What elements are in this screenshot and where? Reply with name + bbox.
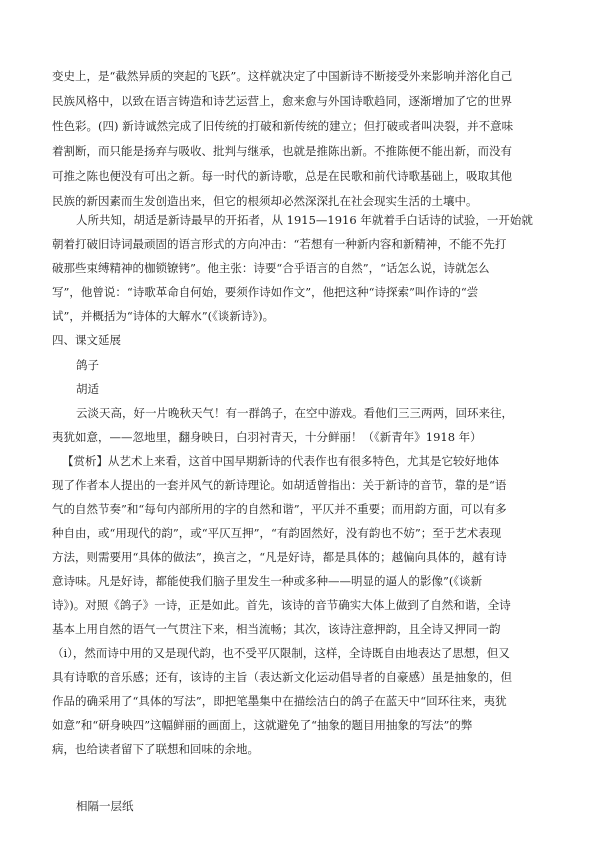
paragraph-line: 破那些束缚精神的枷锁镣铐”。他主张：诗要“合乎语言的自然”，“话怎么说，诗就怎么 [52,261,490,275]
analysis-line: 气的自然节奏”和“每句内部所用的字的自然和谐”，平仄并不重要；而用韵方面，可以有多 [52,502,507,516]
poem-author: 胡适 [76,382,99,396]
paragraph-line: 着割断，而只能是扬弃与吸收、批判与继承，也就是推陈出新。不推陈便不能出新，而没有 [52,144,512,158]
analysis-line: 基本上用自然的语气一气贯注下来，相当流畅；其次，该诗注意押韵，且全诗又押同一韵 [52,622,501,636]
analysis-line: 种自由，或“用现代的韵”，或“平仄互押”，“有韵固然好，没有韵也不妨”；至于艺术表现 [52,526,502,540]
paragraph-line: 写”，他曾说：“诗歌革命自何始，要须作诗如作文”，他把这种“诗探索”叫作诗的“尝 [52,285,479,299]
analysis-line: 如意”和“研身映四”这幅鲜丽的画面上，这就避免了“抽象的题目用抽象的写法”的弊 [52,718,473,732]
analysis-line: 现了作者本人提出的一套并风气的新诗理论。如胡适曾指出：关于新诗的音节，靠的是“语 [52,478,507,492]
poem-line: 云淡天高，好一片晚秋天气！有一群鸽子，在空中游戏。看他们三三两两，回环来往， [76,406,513,420]
analysis-line: 诗》)。对照《鸽子》一诗，正是如此。首先，该诗的音节确实大体上做到了自然和谐，全诗 [52,598,511,612]
paragraph-line: 人所共知，胡适是新诗最早的开拓者，从 1915—1916 年就着手白话诗的试验，一开始就 [76,213,533,227]
poem-line: 夷犹如意，——忽地里，翻身映日，白羽衬青天，十分鲜丽！（《新青年》1918 年） [52,430,482,444]
section-heading: 四、课文延展 [52,333,121,347]
paragraph-line: 试”，并概括为“诗体的大解水”(《谈新诗》)。 [52,309,275,323]
analysis-line: 方法，则需要用“具体的做法”，换言之，“凡是好诗，都是具体的；越偏向具体的，越有诗 [52,550,507,564]
analysis-line: （i），然而诗中用的又是现代韵，也不受平仄限制，这样，全诗既自由地表达了思想，但又 [52,646,510,660]
paragraph-line: 朝着打破旧诗词最顽固的语言形式的方向冲击：“若想有一种新内容和新精神，不能不先打 [52,237,507,251]
analysis-line: 具有诗歌的音乐感；还有，该诗的主旨（表达新文化运动倡导者的自豪感）虽是抽象的，但 [52,670,512,684]
next-section-title: 相隔一层纸 [76,799,134,813]
paragraph-line: 性色彩。(四) 新诗诚然完成了旧传统的打破和新传统的建立；但打破或者叫决裂，并不意味 [52,119,514,133]
analysis-line: 病，也给读者留下了联想和回味的余地。 [52,742,259,756]
analysis-line: 【赏析】从艺术上来看，这首中国早期新诗的代表作也有很多特色，尤其是它较好地体 [62,454,499,468]
analysis-line: 作品的确采用了“具体的写法”，即把笔墨集中在描绘洁白的鸽子在蓝天中“回环往来，夷犹 [52,694,507,708]
analysis-line: 意诗味。凡是好诗，都能使我们脑子里发生一种或多种——明显的逼人的影像”(《谈新 [52,574,483,588]
paragraph-line: 民族风格中，以致在语言铸造和诗艺运营上，愈来愈与外国诗歌趋同，逐渐增加了它的世界 [52,94,512,108]
paragraph-line: 民族的新因素而生发创造出来，但它的根须却必然深深扎在社会现实生活的土壤中。 [52,194,478,208]
poem-title: 鸽子 [76,358,99,372]
paragraph-line: 可推之陈也便没有可出之新。每一时代的新诗歌，总是在民歌和前代诗歌基础上，吸取其他 [52,169,512,183]
paragraph-line: 变史上，是“截然异质的突起的飞跃”。这样就决定了中国新诗不断接受外来影响并溶化自己 [52,69,513,83]
